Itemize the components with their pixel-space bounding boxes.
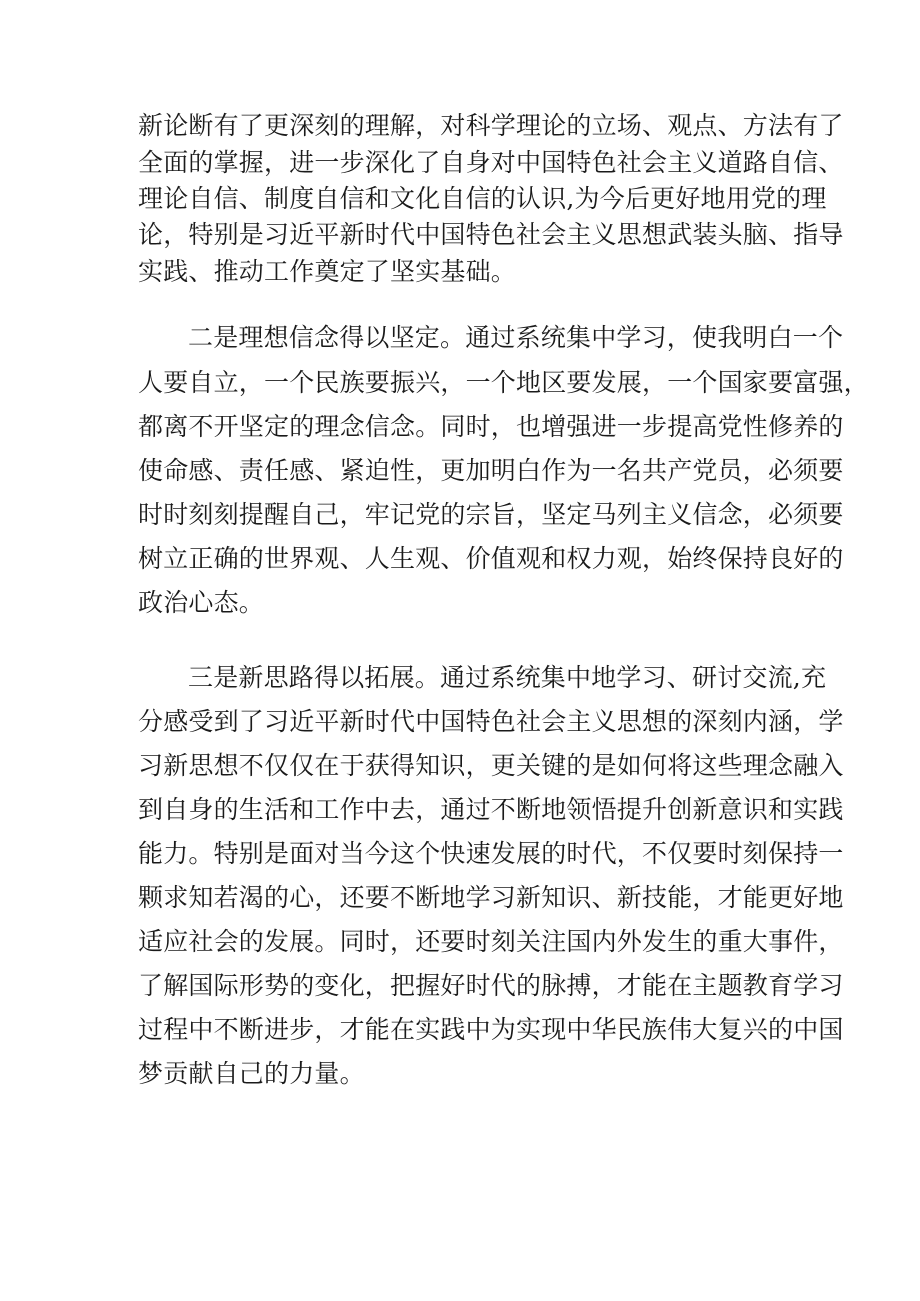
paragraph-line: 政治心态。 <box>138 588 265 617</box>
paragraph-line: 到自身的生活和工作中去，通过不断地领悟提升创新意识和实践 <box>138 795 844 824</box>
paragraph-line: 新论断有了更深刻的理解，对科学理论的立场、观点、方法有了 <box>138 111 844 140</box>
paragraph-line: 全面的掌握，进一步深化了自身对中国特色社会主义道路自信、 <box>138 148 844 177</box>
paragraph-line: 过程中不断进步，才能在实践中为实现中华民族伟大复兴的中国 <box>138 1015 844 1044</box>
paragraph-line: 三是新思路得以拓展。通过系统集中地学习、研讨交流,充 <box>188 663 827 692</box>
paragraph-line: 树立正确的世界观、人生观、价值观和权力观，始终保持良好的 <box>138 544 844 573</box>
paragraph-line: 了解国际形势的变化，把握好时代的脉搏，才能在主题教育学习 <box>138 971 844 1000</box>
paragraph-line: 能力。特别是面对当今这个快速发展的时代，不仅要时刻保持一 <box>138 839 844 868</box>
paragraph-line: 人要自立，一个民族要振兴，一个地区要发展，一个国家要富强， <box>138 368 869 397</box>
paragraph-line: 分感受到了习近平新时代中国特色社会主义思想的深刻内涵，学 <box>138 707 844 736</box>
paragraph-line: 实践、推动工作奠定了坚实基础。 <box>138 257 517 286</box>
paragraph-line: 都离不开坚定的理念信念。同时，也增强进一步提高党性修养的 <box>138 412 844 441</box>
paragraph-line: 颗求知若渴的心，还要不断地学习新知识、新技能，才能更好地 <box>138 883 844 912</box>
paragraph-line: 梦贡献自己的力量。 <box>138 1059 365 1088</box>
paragraph-line: 时时刻刻提醒自己，牢记党的宗旨，坚定马列主义信念，必须要 <box>138 500 844 529</box>
paragraph-line: 二是理想信念得以坚定。通过系统集中学习，使我明白一个 <box>188 323 844 352</box>
paragraph-line: 使命感、责任感、紧迫性，更加明白作为一名共产党员，必须要 <box>138 456 844 485</box>
paragraph-line: 适应社会的发展。同时，还要时刻关注国内外发生的重大事件， <box>138 927 844 956</box>
paragraph-line: 论，特别是习近平新时代中国特色社会主义思想武装头脑、指导 <box>138 220 844 249</box>
paragraph-line: 习新思想不仅仅在于获得知识，更关键的是如何将这些理念融入 <box>138 751 844 780</box>
paragraph-line: 理论自信、制度自信和文化自信的认识,为今后更好地用党的理 <box>138 184 827 213</box>
